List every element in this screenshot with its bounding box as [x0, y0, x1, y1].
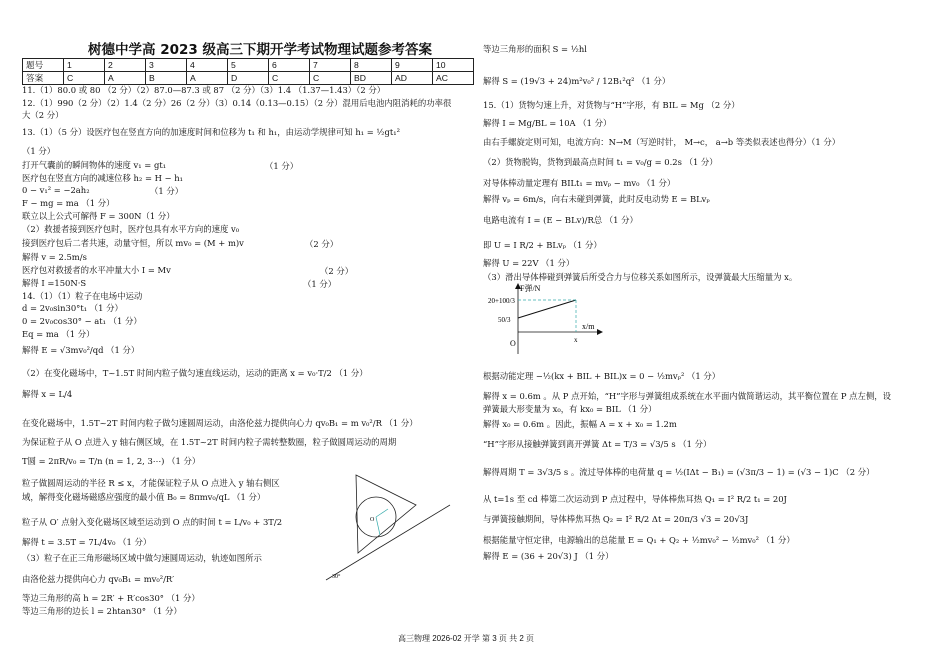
solution-line: 解得 U = 22V （1 分） [483, 258, 575, 268]
solution-line: 解得 I =150N·S [22, 278, 87, 288]
graph-y-tick-low: 50/3 [498, 316, 511, 324]
solution-line: T圆 = 2πR/v₀ = T/n (n = 1, 2, 3⋯) （1 分） [22, 456, 201, 466]
table-cell: 8 [351, 59, 392, 72]
solution-line: 电路电流有 I = (E − BLv)/R总 （1 分） [483, 215, 638, 225]
solution-line: 根据动能定理 −½(kx + BIL + BIL)x = 0 − ½mvₚ² （1 分） [483, 371, 721, 381]
solution-line: 解得 x₀ = 0.6m 。因此，振幅 A = x + x₀ = 1.2m [483, 419, 677, 429]
page-footer: 高三物理 2026-02 开学 第 3 页 共 2 页 [398, 634, 535, 643]
solution-line: 0 − v₁² = −2ah₂ [22, 185, 90, 195]
solution-line: 0 = 2v₀cos30° − at₁ （1 分） [22, 316, 142, 326]
solution-line: 15.（1）货物匀速上升，对货物与“H”字形，有 BIL = Mg （2 分） [483, 100, 740, 110]
solution-line: 在变化磁场中，1.5T~2T 时间内粒子做匀速圆周运动，由洛伦兹力提供向心力 qv₀B₁ = m v₀²/R （1 分） [22, 418, 418, 428]
solution-line: 解得 E = (36 + 20√3) J （1 分） [483, 551, 614, 561]
graph-y-tick-top: 20+100/3 [488, 297, 515, 305]
trajectory-figure [318, 465, 458, 585]
solution-line: 粒子从 O′ 点射入变化磁场区域至运动到 O 点的时间 t = L/v₀ + 3T/2 [22, 517, 283, 527]
solution-line: 等边三角形的面积 S = ½hl [483, 44, 587, 54]
table-cell: 10 [433, 59, 474, 72]
answer-table [22, 58, 474, 85]
solution-line: 解得 vₚ = 6m/s，向右未碰到弹簧，此时反电动势 E = BLvₚ [483, 194, 710, 204]
graph-x-tick: x [574, 336, 578, 344]
solution-line: 13.（1）（5 分）设医疗包在竖直方向的加速度时间和位移为 t₁ 和 h₁，由运动学规律可知 h₁ = ½gt₁² [22, 127, 400, 137]
solution-line: （3）滑出导体棒碰到弹簧后所受合力与位移关系如图所示，设弹簧最大压缩量为 x。 [483, 272, 798, 282]
answer-table-header-row [23, 59, 474, 72]
table-cell: AC [433, 72, 474, 85]
score-label: （1 分） [303, 279, 337, 289]
table-cell: AD [392, 72, 433, 85]
solution-line: 由洛伦兹力提供向心力 qv₀B₁ = mv₀²/R′ [22, 574, 175, 584]
table-cell: 4 [187, 59, 228, 72]
solution-line: 等边三角形的边长 l = 2htan30° （1 分） [22, 606, 182, 616]
solution-line: 打开气囊前的瞬间物体的速度 v₁ = gt₁ [22, 160, 167, 170]
solution-line: d = 2v₀sin30°t₁ （1 分） [22, 303, 123, 313]
solution-line: 由右手螺旋定则可知，电流方向：N→M（写逆时针， M→c， a→b 等类似表述也得分）（1 分） [483, 137, 841, 147]
table-cell: C [269, 72, 310, 85]
solution-line: 解得 t = 3.5T = 7L/4v₀ （1 分） [22, 537, 152, 547]
solution-line: 即 U = I R/2 + BLvₚ （1 分） [483, 240, 602, 250]
solution-line: 医疗包对救援者的水平冲量大小 I = Mv [22, 265, 171, 275]
solution-line: 接到医疗包后二者共速，动量守恒，所以 mv₀ = (M + m)v [22, 238, 244, 248]
solution-line: 与弹簧接触期间，导体棒焦耳热 Q₂ = I² R/2 Δt = 20π/3 √3 = 20√3J [483, 514, 749, 524]
solution-line: 解得 x = L/4 [22, 389, 73, 399]
solution-line: 解得 v = 2.5m/s [22, 252, 87, 262]
solution-line: 粒子做圆周运动的半径 R ≤ x，才能保证粒子从 O 点进入 y 轴右侧区 [22, 478, 280, 488]
table-cell: 6 [269, 59, 310, 72]
score-label: （1 分） [265, 161, 299, 171]
solution-line: 从 t=1s 至 cd 棒第二次运动到 P 点过程中，导体棒焦耳热 Q₁ = I² R/2 t₁ = 20J [483, 494, 787, 504]
table-cell: C [64, 72, 105, 85]
solution-line: 解得 x = 0.6m 。从 P 点开始，“H”字形与弹簧组成系统在水平面内做简谐运动，其平衡位置在 P 点左侧，设 [483, 391, 892, 401]
score-label: （2 分） [320, 266, 354, 276]
table-cell: 3 [146, 59, 187, 72]
solution-line: （2）在变化磁场中，T~1.5T 时间内粒子做匀速直线运动，运动的距离 x = v₀·T/2 （1 分） [22, 368, 368, 378]
page-title: 树德中学高 2023 级高三下期开学考试物理试题参考答案 [88, 42, 432, 58]
solution-line: 为保证粒子从 O 点进入 y 轴右侧区域，在 1.5T~2T 时间内粒子需转整数圈，粒子做圆周运动的周期 [22, 437, 397, 447]
solution-line: 12.（1）990（2 分）（2）1.4（2 分）26（2 分）（3）0.14（0.13—0.15）（2 分）混用后电池内阻消耗的功率很 [22, 98, 452, 108]
solution-line: 解得 I = Mg/BL = 10A （1 分） [483, 118, 612, 128]
graph-y-label: F弹/N [520, 284, 541, 293]
table-cell: 1 [64, 59, 105, 72]
solution-line: 弹簧最大形变量为 x₀，有 kx₀ = BIL （1 分） [483, 404, 657, 414]
graph-origin-label: O [510, 339, 516, 348]
solution-line: 14.（1）（1）粒子在电场中运动 [22, 291, 143, 301]
figure-angle-label: 30° [332, 574, 341, 580]
table-cell: A [105, 72, 146, 85]
table-cell: 题号 [23, 59, 64, 72]
solution-line: （3）粒子在正三角形磁场区域中做匀速圆周运动，轨迹如图所示 [22, 553, 262, 563]
table-cell: A [187, 72, 228, 85]
force-displacement-graph [488, 282, 608, 362]
solution-line: Eq = ma （1 分） [22, 329, 95, 339]
solution-line: 解得 S = (19√3 + 24)m²v₀² / 12B₁²q² （1 分） [483, 76, 671, 86]
solution-line: “H”字形从接触弹簧到离开弹簧 Δt = T/3 = √3/5 s （1 分） [483, 439, 712, 449]
table-cell: 答案 [23, 72, 64, 85]
solution-line: （1 分） [22, 146, 56, 156]
graph-x-label: x/m [582, 322, 595, 331]
table-cell: BD [351, 72, 392, 85]
solution-line: 医疗包在竖直方向的减速位移 h₂ = H − h₁ [22, 173, 184, 183]
table-cell: 2 [105, 59, 146, 72]
solution-line: 对导体棒动量定理有 BILt₁ = mvₚ − mv₀ （1 分） [483, 178, 676, 188]
figure-center-label: O [370, 517, 375, 523]
solution-line: （2）救援者接到医疗包时，医疗包具有水平方向的速度 v₀ [22, 224, 240, 234]
table-cell: C [310, 72, 351, 85]
solution-line: 解得 E = √3mv₀²/qd （1 分） [22, 345, 140, 355]
solution-line: 等边三角形的高 h = 2R′ + R′cos30° （1 分） [22, 593, 200, 603]
solution-line: 解得周期 T = 3√3/5 s 。流过导体棒的电荷量 q = ½(IΔt − B₁) = (√3π/3 − 1) = (√3 − 1)C （2 分） [483, 467, 875, 477]
solution-line: （2）货物脱钩，货物到最高点时间 t₁ = v₀/g = 0.2s （1 分） [483, 157, 718, 167]
score-label: （1 分） [150, 186, 184, 196]
solution-line: 域，解得变化磁场磁感应强度的最小值 B₀ = 8πmv₀/qL （1 分） [22, 492, 266, 502]
solution-line: F − mg = ma （1 分） [22, 198, 115, 208]
table-cell: B [146, 72, 187, 85]
table-cell: 5 [228, 59, 269, 72]
score-label: （2 分） [305, 239, 339, 249]
solution-line: 大（2 分） [22, 110, 64, 120]
table-cell: 9 [392, 59, 433, 72]
solution-line: 根据能量守恒定律，电源输出的总能量 E = Q₁ + Q₂ + ½mv₀² − ½mv₀² （1 分） [483, 535, 795, 545]
table-cell: D [228, 72, 269, 85]
solution-line: 11.（1）80.0 或 80 （2 分）（2）87.0—87.3 或 87 （2 分）（3）1.4 （1.37—1.43）（2 分） [22, 85, 386, 95]
table-cell: 7 [310, 59, 351, 72]
answer-table-answer-row [23, 72, 474, 85]
solution-line: 联立以上公式可解得 F = 300N（1 分） [22, 211, 175, 221]
